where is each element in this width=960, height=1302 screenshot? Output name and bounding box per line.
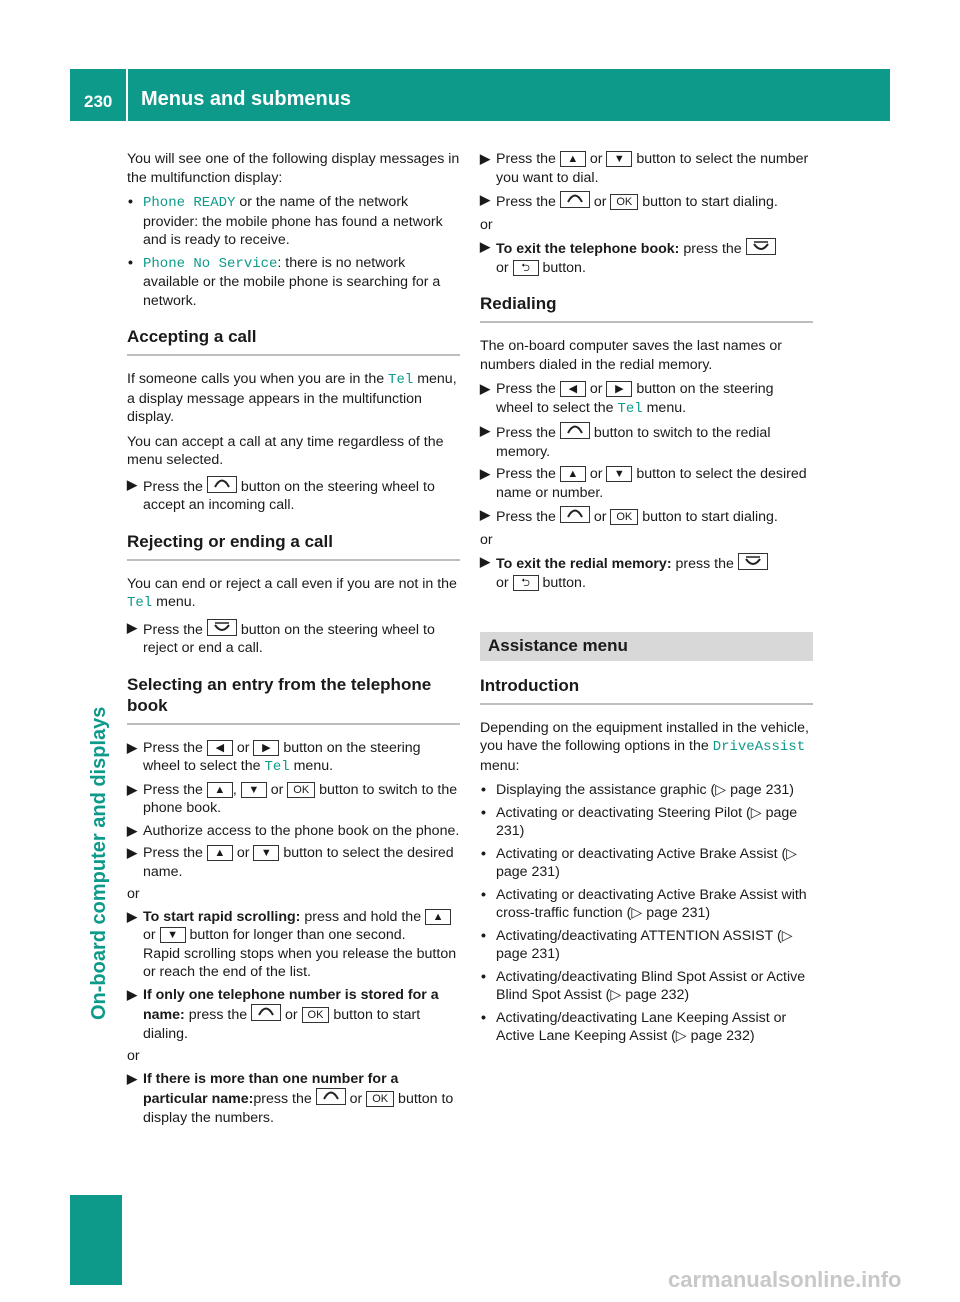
right-arrow-key-icon: ▶ bbox=[606, 381, 632, 397]
step-arrow-icon: ▶ bbox=[127, 619, 137, 635]
text: menu. bbox=[289, 758, 334, 774]
assist-options-list bbox=[480, 781, 813, 1046]
intro-text: You will see one of the following display messages in the multifunction display: bbox=[127, 151, 460, 186]
bold-text: To exit the redial memory: bbox=[496, 556, 672, 572]
text: press and hold the bbox=[300, 908, 426, 925]
text: Press the bbox=[496, 194, 560, 210]
step-arrow-icon: ▶ bbox=[127, 822, 137, 838]
text: button to select the desired name or number. bbox=[496, 466, 807, 501]
text: or bbox=[589, 509, 611, 525]
step-arrow-icon: ▶ bbox=[127, 845, 137, 860]
text: or bbox=[266, 781, 288, 798]
list-item: • Activating/deactivating Lane Keeping Assist or Active Lane Keeping Assist (▷ page 232) bbox=[480, 1009, 813, 1046]
ok-key-icon: OK bbox=[287, 782, 315, 798]
text: button to select the number you want to dial. bbox=[496, 151, 809, 186]
text: or bbox=[496, 574, 513, 591]
text: button on the steering wheel to select the bbox=[496, 381, 774, 416]
text: menu: bbox=[480, 757, 520, 774]
text: Rapid scrolling stops when you release the button or reach the end of the list. bbox=[143, 945, 457, 980]
phone-accept-icon bbox=[207, 476, 237, 493]
paragraph bbox=[127, 370, 460, 427]
text: Press the bbox=[143, 478, 207, 495]
up-arrow-key-icon: ▲ bbox=[207, 782, 233, 798]
bold-text: To start rapid scrolling: bbox=[143, 908, 301, 925]
paragraph bbox=[127, 575, 460, 613]
text: menu. bbox=[152, 594, 196, 610]
ok-key-icon: OK bbox=[302, 1007, 330, 1023]
step-arrow-icon: ▶ bbox=[127, 1070, 137, 1086]
step-item bbox=[480, 380, 813, 418]
up-arrow-key-icon: ▲ bbox=[207, 845, 233, 861]
step-arrow-icon: ▶ bbox=[480, 423, 490, 438]
heading-introduction: Introduction bbox=[480, 675, 813, 705]
left-arrow-key-icon: ◀ bbox=[560, 381, 586, 397]
list-item: • Displaying the assistance graphic (▷ page 231) bbox=[480, 781, 813, 800]
phone-accept-icon bbox=[251, 1004, 281, 1021]
header-divider bbox=[126, 69, 128, 121]
step-item bbox=[480, 553, 813, 592]
list-item-text: or the name of the network provider: the mobile phone has found a network and is ready to receive. bbox=[143, 194, 443, 248]
text: or bbox=[143, 927, 160, 943]
heading-selecting-entry: Selecting an entry from the telephone book bbox=[127, 674, 460, 725]
page-number: 230 bbox=[84, 92, 113, 111]
phone-accept-icon bbox=[560, 506, 590, 523]
text: button to switch to the redial memory. bbox=[496, 425, 771, 460]
text: button on the steering wheel to reject or end a call. bbox=[143, 621, 435, 656]
text: press the bbox=[184, 1007, 252, 1023]
ok-key-icon: OK bbox=[366, 1091, 394, 1107]
step-item bbox=[127, 1070, 460, 1128]
heading-redialing: Redialing bbox=[480, 293, 813, 323]
or-text: or bbox=[127, 886, 140, 902]
phone-accept-icon bbox=[560, 422, 590, 439]
step-item bbox=[127, 781, 460, 818]
display-code: Tel bbox=[264, 759, 290, 775]
display-code: Phone READY bbox=[143, 195, 236, 211]
step-arrow-icon: ▶ bbox=[480, 192, 490, 207]
step-arrow-icon: ▶ bbox=[480, 554, 490, 569]
step-arrow-icon: ▶ bbox=[480, 151, 490, 166]
bold-text: If only one telephone number is stored for a name: bbox=[143, 986, 439, 1023]
down-arrow-key-icon: ▼ bbox=[606, 466, 632, 482]
list-item bbox=[127, 254, 460, 311]
step-item bbox=[480, 506, 813, 527]
display-code: DriveAssist bbox=[712, 739, 806, 755]
watermark: carmanualsonline.info bbox=[668, 1267, 902, 1292]
text: press the bbox=[679, 241, 746, 257]
step-item bbox=[127, 476, 460, 515]
ok-key-icon: OK bbox=[610, 194, 638, 210]
display-code: Tel bbox=[617, 400, 643, 417]
list-item: • Activating or deactivating Active Brake Assist with cross-traffic function (▷ page 231) bbox=[480, 886, 813, 923]
text: Press the bbox=[143, 781, 207, 798]
phone-accept-icon bbox=[560, 191, 590, 208]
paragraph: The on-board computer saves the last names or numbers dialed in the redial memory. bbox=[480, 338, 783, 373]
step-arrow-icon: ▶ bbox=[127, 739, 137, 755]
text: Press the bbox=[496, 425, 560, 441]
text: or bbox=[589, 194, 611, 210]
side-block bbox=[70, 1195, 122, 1285]
phone-reject-icon bbox=[738, 553, 768, 570]
bold-text: To exit the telephone book: bbox=[496, 241, 680, 257]
up-arrow-key-icon: ▲ bbox=[560, 466, 586, 482]
step-item bbox=[127, 822, 460, 841]
list-item: • Activating or deactivating Steering Pilot (▷ page 231) bbox=[480, 804, 813, 841]
text: or bbox=[585, 381, 607, 397]
text: button to switch to the phone book. bbox=[143, 781, 458, 816]
text: button on the steering wheel to select the bbox=[143, 739, 421, 774]
paragraph bbox=[480, 719, 813, 776]
step-item bbox=[127, 844, 460, 881]
step-arrow-icon: ▶ bbox=[127, 908, 137, 924]
text: menu, a display message appears in the multifunction display. bbox=[127, 371, 457, 425]
text: Press the bbox=[496, 466, 560, 482]
list-item: • Activating/deactivating ATTENTION ASSIST (▷ page 231) bbox=[480, 927, 813, 964]
step-arrow-icon: ▶ bbox=[127, 476, 137, 492]
right-column bbox=[480, 150, 813, 1050]
step-item bbox=[127, 739, 460, 777]
text: Press the bbox=[143, 739, 207, 756]
step-arrow-icon: ▶ bbox=[480, 466, 490, 481]
step-item bbox=[127, 908, 460, 982]
display-code: Tel bbox=[388, 372, 414, 388]
down-arrow-key-icon: ▼ bbox=[253, 845, 279, 861]
right-arrow-key-icon: ▶ bbox=[253, 740, 279, 756]
phone-accept-icon bbox=[316, 1088, 346, 1105]
text: button. bbox=[538, 259, 586, 276]
step-item bbox=[480, 422, 813, 461]
list-item bbox=[127, 193, 460, 250]
text: Press the bbox=[496, 381, 560, 397]
text: or bbox=[345, 1091, 367, 1107]
step-item bbox=[127, 986, 460, 1044]
chapter-side-label bbox=[84, 590, 124, 1020]
heading-accepting-call: Accepting a call bbox=[127, 326, 460, 356]
step-item bbox=[480, 238, 813, 277]
down-arrow-key-icon: ▼ bbox=[160, 927, 186, 943]
text: Press the bbox=[496, 509, 560, 525]
ok-key-icon: OK bbox=[610, 509, 638, 525]
text: button to select the desired name. bbox=[143, 845, 454, 880]
or-text: or bbox=[127, 1048, 140, 1064]
text: You can end or reject a call even if you are not in the bbox=[127, 575, 457, 592]
step-item bbox=[480, 150, 813, 187]
or-text: or bbox=[480, 216, 493, 233]
text: or bbox=[281, 1007, 302, 1023]
text: or bbox=[232, 845, 254, 861]
text: button to start dialing. bbox=[638, 509, 778, 525]
phone-reject-icon bbox=[746, 238, 776, 255]
text: Press the bbox=[143, 621, 207, 638]
step-item bbox=[480, 465, 813, 502]
step-arrow-icon: ▶ bbox=[480, 381, 490, 396]
text: button. bbox=[538, 574, 586, 591]
text: Press the bbox=[496, 151, 560, 167]
down-arrow-key-icon: ▼ bbox=[606, 151, 632, 167]
step-arrow-icon: ▶ bbox=[127, 986, 137, 1002]
phone-reject-icon bbox=[207, 619, 237, 636]
or-text: or bbox=[480, 531, 493, 548]
text: or bbox=[232, 739, 254, 756]
down-arrow-key-icon: ▼ bbox=[241, 782, 267, 798]
text: button to start dialing. bbox=[638, 194, 778, 210]
heading-rejecting-call: Rejecting or ending a call bbox=[127, 531, 460, 561]
step-arrow-icon: ▶ bbox=[127, 781, 137, 797]
text: button to display the numbers. bbox=[143, 1091, 454, 1126]
back-key-icon: ⮌ bbox=[513, 260, 539, 276]
text: button for longer than one second. bbox=[185, 927, 406, 943]
text: button on the steering wheel to accept an incoming call. bbox=[143, 478, 435, 513]
step-arrow-icon: ▶ bbox=[480, 507, 490, 522]
section-title-assistance: Assistance menu bbox=[480, 632, 813, 661]
text: or bbox=[585, 466, 607, 482]
paragraph: You can accept a call at any time regardless of the menu selected. bbox=[127, 433, 444, 468]
list-item: • Activating or deactivating Active Brake Assist (▷ page 231) bbox=[480, 845, 813, 882]
text: or bbox=[585, 151, 607, 167]
text: menu. bbox=[642, 399, 687, 416]
text: press the bbox=[253, 1091, 316, 1107]
up-arrow-key-icon: ▲ bbox=[560, 151, 586, 167]
bold-text: If there is more than one number for a particular name: bbox=[143, 1070, 399, 1107]
text: Depending on the equipment installed in the vehicle, you have the following options in the bbox=[480, 719, 809, 754]
text: , bbox=[232, 781, 241, 798]
up-arrow-key-icon: ▲ bbox=[425, 909, 451, 925]
step-arrow-icon: ▶ bbox=[480, 239, 490, 254]
text: or bbox=[496, 259, 513, 276]
step-item bbox=[127, 619, 460, 658]
text: Press the bbox=[143, 845, 207, 861]
display-code: Tel bbox=[127, 595, 153, 611]
left-arrow-key-icon: ◀ bbox=[207, 740, 233, 756]
chapter-side-label-text: On-board computer and displays bbox=[88, 706, 110, 1020]
text: If someone calls you when you are in the bbox=[127, 371, 389, 387]
text: button to start dialing. bbox=[143, 1007, 421, 1042]
text: press the bbox=[671, 556, 738, 572]
text: Authorize access to the phone book on the phone. bbox=[143, 822, 460, 839]
list-item-text: : there is no network available or the mobile phone is searching for a network. bbox=[143, 254, 441, 309]
back-key-icon: ⮌ bbox=[513, 575, 539, 591]
left-column bbox=[127, 150, 460, 1131]
page-title: Menus and submenus bbox=[141, 88, 352, 110]
display-code: Phone No Service bbox=[143, 255, 278, 272]
list-item: • Activating/deactivating Blind Spot Assist or Active Blind Spot Assist (▷ page 232) bbox=[480, 968, 813, 1005]
step-item bbox=[480, 191, 813, 212]
